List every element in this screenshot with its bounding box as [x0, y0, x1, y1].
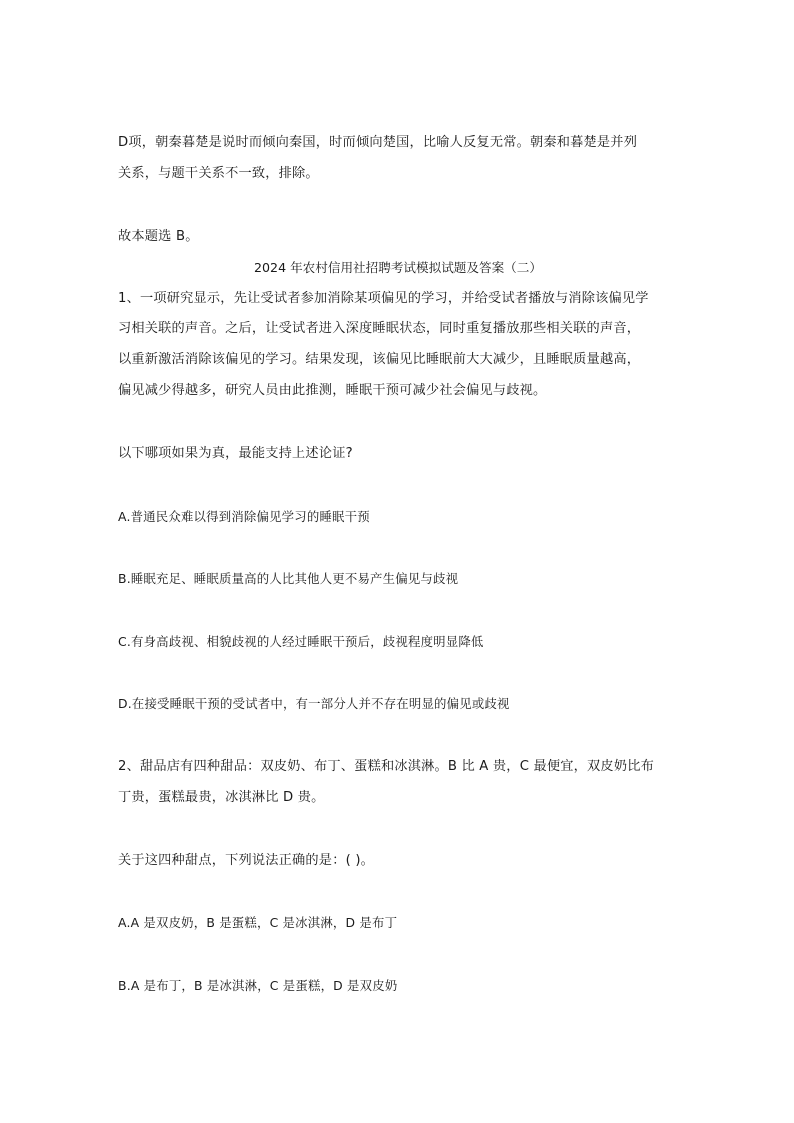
q2-prompt: 关于这四种甜点，下列说法正确的是：( )。	[118, 853, 375, 868]
q1-line-1: 1、一项研究显示，先让受试者参加消除某项偏见的学习，并给受试者播放与消除该偏见学	[118, 291, 649, 306]
prev-answer-line-1: D项，朝秦暮楚是说时而倾向秦国，时而倾向楚国，比喻人反复无常。朝秦和暮楚是并列	[118, 135, 638, 150]
q1-option-d: D.在接受睡眠干预的受试者中，有一部分人并不存在明显的偏见或歧视	[118, 696, 510, 711]
q1-line-2: 习相关联的声音。之后，让受试者进入深度睡眠状态，同时重复播放那些相关联的声音，	[118, 321, 641, 336]
prev-answer-conclusion: 故本题选 B。	[118, 229, 199, 244]
prev-answer-line-2: 关系，与题干关系不一致，排除。	[118, 166, 319, 181]
q1-option-a: A.普通民众难以得到消除偏见学习的睡眠干预	[118, 509, 370, 524]
q2-line-1: 2、甜品店有四种甜品：双皮奶、布丁、蛋糕和冰淇淋。B 比 A 贵，C 最便宜，双皮奶比布	[118, 759, 654, 774]
q1-line-4: 偏见减少得越多，研究人员由此推测，睡眠干预可减少社会偏见与歧视。	[118, 383, 547, 398]
q1-line-3: 以重新激活消除该偏见的学习。结果发现，该偏见比睡眠前大大减少，且睡眠质量越高，	[118, 352, 641, 367]
q2-option-a: A.A 是双皮奶，B 是蛋糕，C 是冰淇淋，D 是布丁	[118, 915, 398, 930]
q1-option-b: B.睡眠充足、睡眠质量高的人比其他人更不易产生偏见与歧视	[118, 571, 459, 586]
q2-line-2: 丁贵，蛋糕最贵，冰淇淋比 D 贵。	[118, 790, 325, 805]
q2-option-b: B.A 是布丁，B 是冰淇淋，C 是蛋糕，D 是双皮奶	[118, 978, 398, 993]
q1-prompt: 以下哪项如果为真，最能支持上述论证?	[118, 446, 353, 461]
q1-option-c: C.有身高歧视、相貌歧视的人经过睡眠干预后，歧视程度明显降低	[118, 634, 484, 649]
section-title: 2024 年农村信用社招聘考试模拟试题及答案（二）	[254, 260, 542, 275]
